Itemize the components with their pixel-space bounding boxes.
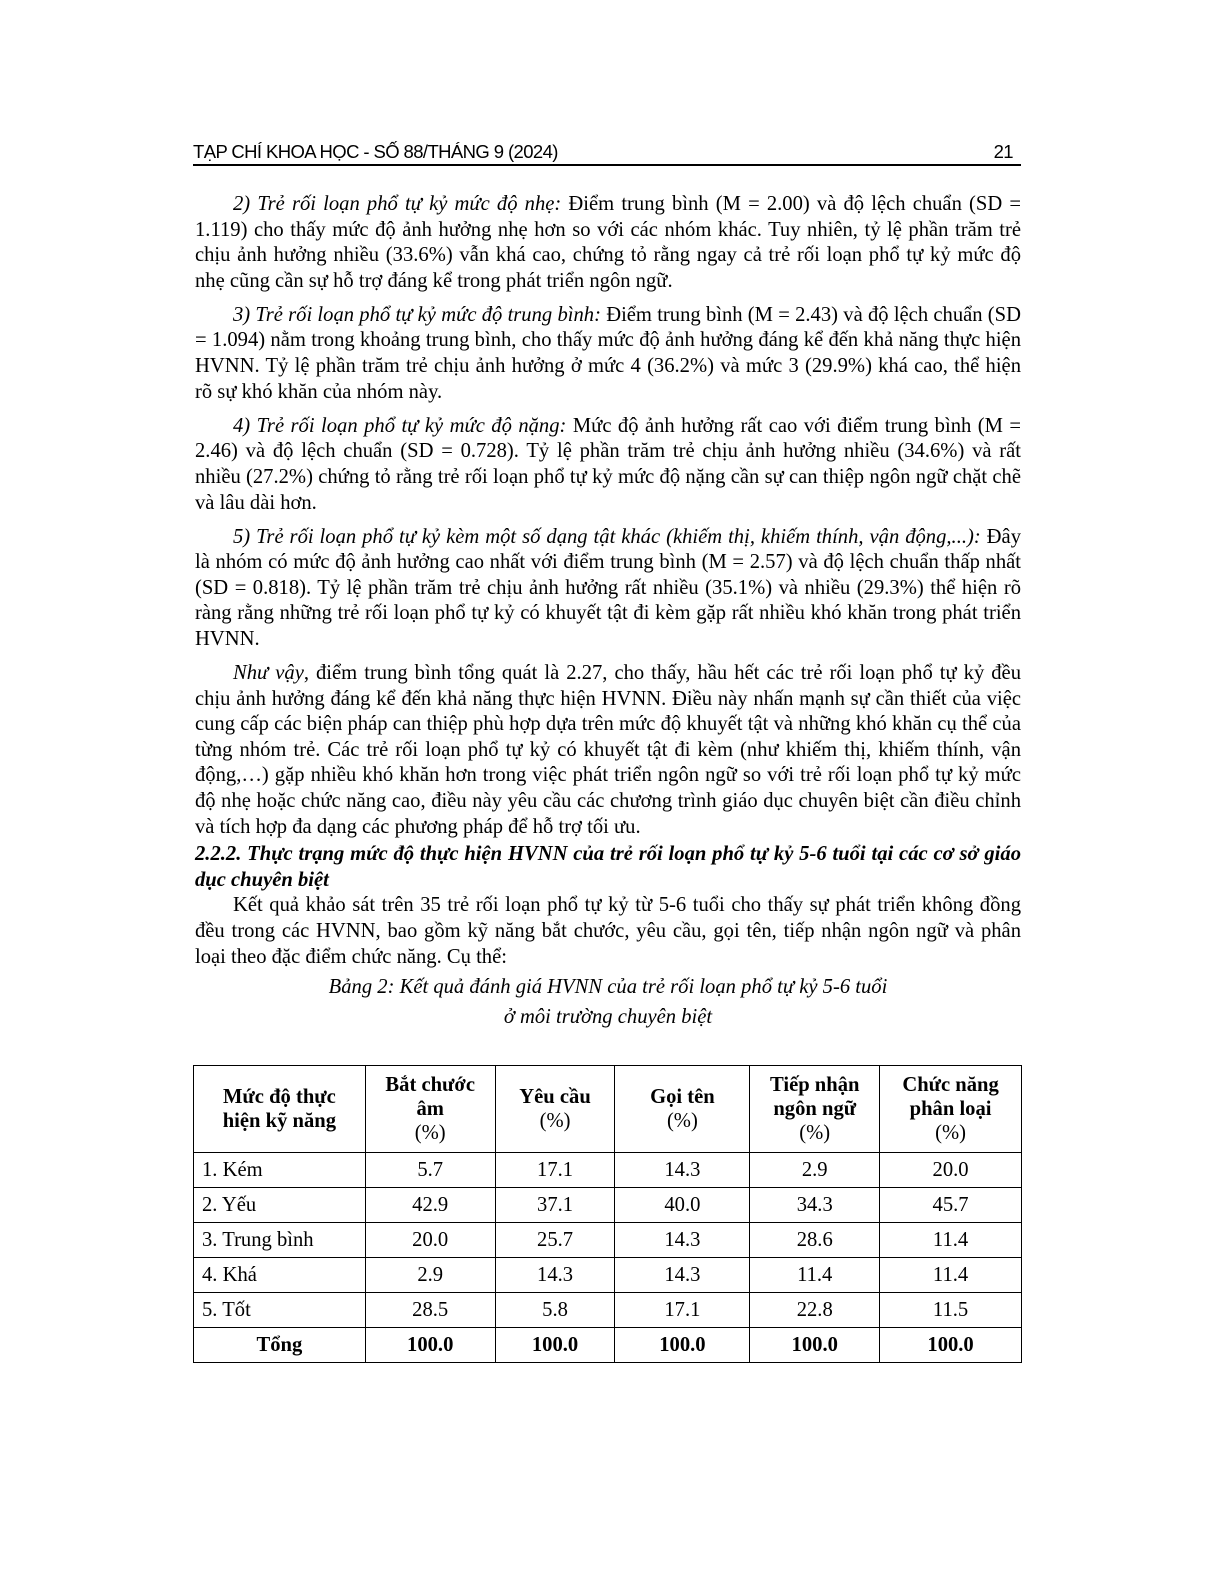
row-label: 5. Tốt bbox=[194, 1293, 366, 1328]
table-cell: 28.5 bbox=[365, 1293, 495, 1328]
total-row bbox=[194, 1328, 1022, 1363]
table-header-row bbox=[194, 1066, 1022, 1153]
column-header bbox=[365, 1066, 495, 1153]
table-cell: 37.1 bbox=[495, 1188, 615, 1223]
header-line: Tiếp nhận bbox=[769, 1074, 860, 1096]
table-cell: 14.3 bbox=[495, 1258, 615, 1293]
table-cell: 5.8 bbox=[495, 1293, 615, 1328]
paragraph-text: Điểm trung bình (M = 2.00) và độ lệch chuẩn (SD = 1.119) cho thấy mức độ ảnh hưởng nhẹ hơn so với các nhóm khác. Tuy nhiên, tỷ lệ phần trăm trẻ chịu ảnh hưởng nhiều (33.6%) vẫn khá cao, chứng tỏ rằng ngay cả trẻ rối loạn phổ tự kỷ mức độ nhẹ cũng cần sự hỗ trợ đáng kể trong phát triển ngôn ngữ. bbox=[195, 193, 1021, 292]
italic-lead: 3) Trẻ rối loạn phổ tự kỷ mức độ trung bình: bbox=[233, 303, 601, 326]
body-text bbox=[195, 192, 1021, 1032]
paragraph bbox=[195, 525, 1021, 653]
header-line: (%) bbox=[666, 1110, 698, 1132]
table-cell: 17.1 bbox=[615, 1293, 750, 1328]
table-cell: 2.9 bbox=[750, 1153, 880, 1188]
table-cell: 11.4 bbox=[880, 1223, 1022, 1258]
row-label: 1. Kém bbox=[194, 1153, 366, 1188]
section-heading: 2.2.2. Thực trạng mức độ thực hiện HVNN của trẻ rối loạn phổ tự kỷ 5-6 tuổi tại các cơ sở giáo dục chuyên biệt bbox=[195, 843, 1021, 891]
paragraph bbox=[195, 661, 1021, 840]
column-header bbox=[750, 1066, 880, 1153]
paragraph-text: Mức độ ảnh hưởng rất cao với điểm trung bình (M = 2.46) và độ lệch chuẩn (SD = 0.728). Tỷ lệ phần trăm trẻ chịu ảnh hưởng nhiều (34.6%) và rất nhiều (27.2%) chứng tỏ rằng trẻ rối loạn phổ tự kỷ mức độ nặng cần sự can thiệp ngôn ngữ chặt chẽ và lâu dài hơn. bbox=[195, 414, 1021, 514]
table-cell: 20.0 bbox=[880, 1153, 1022, 1188]
table-cell: 22.8 bbox=[750, 1293, 880, 1328]
header-line: Mức độ thực bbox=[222, 1086, 336, 1108]
table-cell: 5.7 bbox=[365, 1153, 495, 1188]
table-row bbox=[194, 1153, 1022, 1188]
table-cell: 11.5 bbox=[880, 1293, 1022, 1328]
header-line: phân loại bbox=[909, 1098, 992, 1120]
table-cell: 14.3 bbox=[615, 1153, 750, 1188]
header-line: hiện kỹ năng bbox=[222, 1110, 337, 1132]
row-label: 2. Yếu bbox=[194, 1188, 366, 1223]
paragraph bbox=[195, 303, 1021, 405]
header-line: Gọi tên bbox=[650, 1086, 715, 1108]
column-header bbox=[495, 1066, 615, 1153]
row-label: 3. Trung bình bbox=[194, 1223, 366, 1258]
table-cell: 100.0 bbox=[365, 1328, 495, 1363]
row-label: Tổng bbox=[194, 1328, 366, 1363]
header-line: Chức năng bbox=[902, 1074, 999, 1096]
table-cell: 40.0 bbox=[615, 1188, 750, 1223]
row-label: 4. Khá bbox=[194, 1258, 366, 1293]
column-header bbox=[194, 1066, 366, 1153]
table-cell: 2.9 bbox=[365, 1258, 495, 1293]
table-cell: 11.4 bbox=[750, 1258, 880, 1293]
paragraph-text: , điểm trung bình tổng quát là 2.27, cho thấy, hầu hết các trẻ rối loạn phổ tự kỷ đều chịu ảnh hưởng đáng kể đến khả năng thực hiện HVNN. Điều này nhấn mạnh sự cần thiết của việc cung cấp các biện pháp can thiệp phù hợp dựa trên mức độ khuyết tật và những khó khăn cụ thể của từng nhóm trẻ. Các trẻ rối loạn phổ tự kỷ có khuyết tật đi kèm (như khiếm thị, khiếm thính, vận động,…) gặp nhiều khó khăn hơn trong việc phát triển ngôn ngữ so với trẻ rối loạn phổ tự kỷ mức độ nhẹ hoặc chức năng cao, điều này yêu cầu các chương trình giáo dục chuyên biệt cần điều chỉnh và tích hợp đa dạng các phương pháp để hỗ trợ tối ưu. bbox=[195, 662, 1021, 838]
table-cell: 11.4 bbox=[880, 1258, 1022, 1293]
journal-title: TẠP CHÍ KHOA HỌC - SỐ 88/THÁNG 9 (2024) bbox=[193, 141, 558, 162]
table-cell: 100.0 bbox=[750, 1328, 880, 1363]
italic-lead: 2) Trẻ rối loạn phổ tự kỷ mức độ nhẹ: bbox=[233, 193, 562, 215]
header-line: (%) bbox=[935, 1122, 966, 1144]
italic-lead: 5) Trẻ rối loạn phổ tự kỷ kèm một số dạng tật khác (khiếm thị, khiếm thính, vận động,...): bbox=[233, 525, 981, 548]
italic-lead: Như vậy bbox=[233, 662, 304, 685]
table-cell: 14.3 bbox=[615, 1223, 750, 1258]
column-header bbox=[615, 1066, 750, 1153]
table-cell: 20.0 bbox=[365, 1223, 495, 1258]
table-cell: 34.3 bbox=[750, 1188, 880, 1223]
table-cell: 17.1 bbox=[495, 1153, 615, 1188]
header-line: (%) bbox=[539, 1110, 571, 1132]
table-cell: 25.7 bbox=[495, 1223, 615, 1258]
header-line: (%) bbox=[799, 1122, 831, 1144]
table-caption bbox=[195, 972, 1021, 1032]
header-line: âm bbox=[416, 1098, 444, 1120]
paragraph bbox=[195, 414, 1021, 516]
table-row bbox=[194, 1188, 1022, 1223]
results-table bbox=[193, 1065, 1022, 1363]
page-number: 21 bbox=[993, 141, 1013, 162]
column-header bbox=[880, 1066, 1022, 1153]
table-cell: 42.9 bbox=[365, 1188, 495, 1223]
header-line: Yêu cầu bbox=[519, 1086, 591, 1108]
table-row bbox=[194, 1293, 1022, 1328]
header-line: ngôn ngữ bbox=[773, 1098, 857, 1120]
table-row bbox=[194, 1258, 1022, 1293]
table-cell: 14.3 bbox=[615, 1258, 750, 1293]
caption-line: Bảng 2: Kết quả đánh giá HVNN của trẻ rối loạn phổ tự kỷ 5-6 tuổi bbox=[328, 976, 888, 999]
header-line: Bắt chước bbox=[385, 1074, 475, 1096]
section-paragraph: Kết quả khảo sát trên 35 trẻ rối loạn phổ tự kỷ từ 5-6 tuổi cho thấy sự phát triển không đồng đều trong các HVNN, bao gồm kỹ năng bắt chước, yêu cầu, gọi tên, tiếp nhận ngôn ngữ và phân loại theo đặc điểm chức năng. Cụ thể: bbox=[195, 894, 1021, 968]
paragraph-text: Điểm trung bình (M = 2.43) và độ lệch chuẩn (SD = 1.094) nằm trong khoảng trung bình, cho thấy mức độ ảnh hưởng đáng kể đến khả năng thực hiện HVNN. Tỷ lệ phần trăm trẻ chịu ảnh hưởng ở mức 4 (36.2%) và mức 3 (29.9%) khá cao, thể hiện rõ sự khó khăn của nhóm này. bbox=[195, 303, 1021, 403]
header-line: (%) bbox=[414, 1122, 446, 1144]
table-cell: 100.0 bbox=[495, 1328, 615, 1363]
paragraph bbox=[195, 192, 1021, 294]
running-header bbox=[193, 140, 1021, 166]
table-cell: 100.0 bbox=[615, 1328, 750, 1363]
caption-line: ở môi trường chuyên biệt bbox=[503, 1006, 713, 1029]
table-cell: 45.7 bbox=[880, 1188, 1022, 1223]
table-cell: 100.0 bbox=[880, 1328, 1022, 1363]
table-row bbox=[194, 1223, 1022, 1258]
paragraph-text: Đây là nhóm có mức độ ảnh hưởng cao nhất với điểm trung bình (M = 2.57) và độ lệch chuẩn thấp nhất (SD = 0.818). Tỷ lệ phần trăm trẻ chịu ảnh hưởng rất nhiều (35.1%) và nhiều (29.3%) thể hiện rõ ràng rằng những trẻ rối loạn phổ tự kỷ có khuyết tật đi kèm gặp rất nhiều khó khăn trong phát triển HVNN. bbox=[195, 525, 1021, 650]
italic-lead: 4) Trẻ rối loạn phổ tự kỷ mức độ nặng: bbox=[233, 414, 567, 437]
table-cell: 28.6 bbox=[750, 1223, 880, 1258]
